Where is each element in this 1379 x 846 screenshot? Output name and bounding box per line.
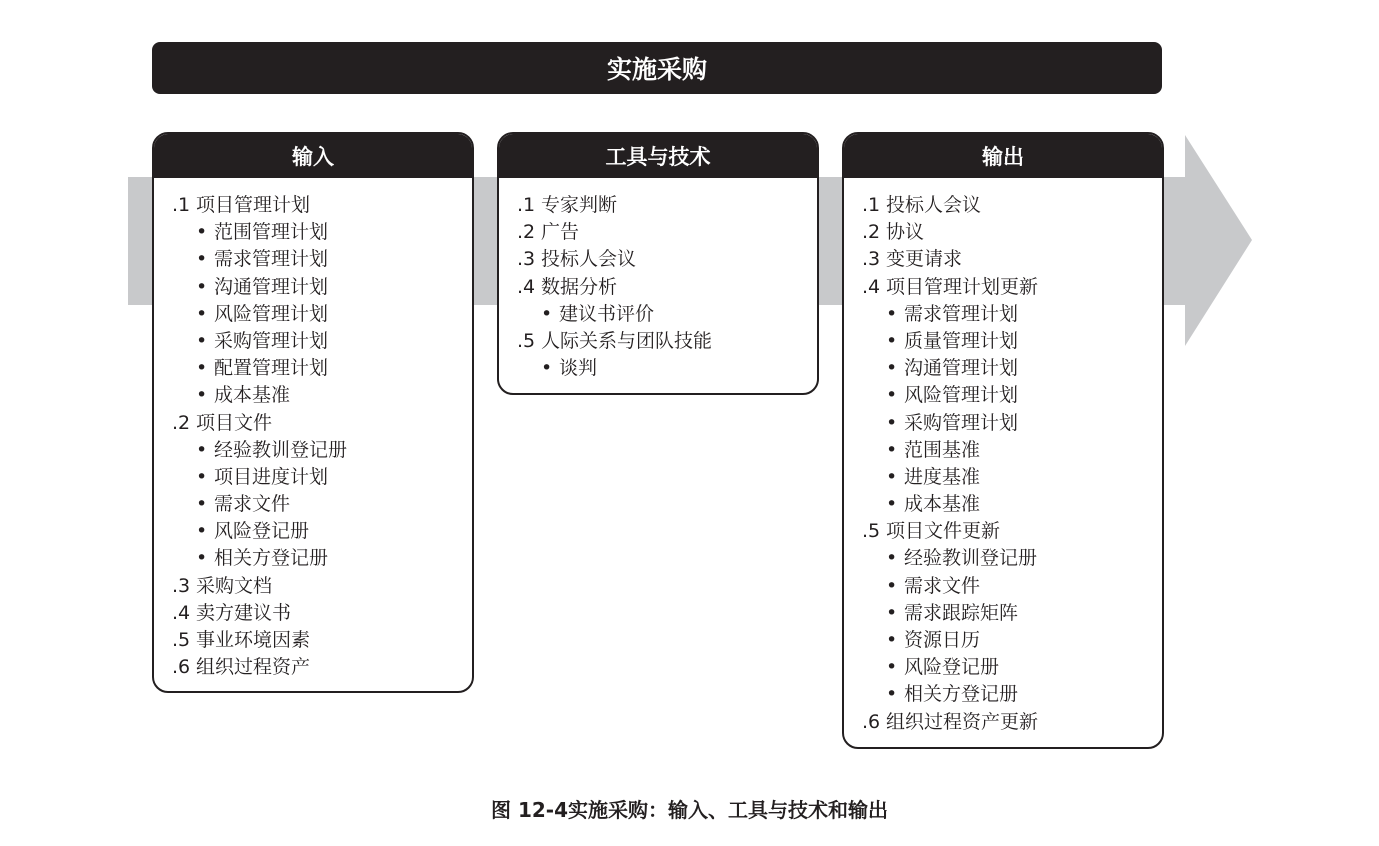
item-number: .2 — [172, 411, 191, 434]
sub-item-label: 资源日历 — [904, 629, 981, 651]
bullet-icon: • — [886, 384, 898, 407]
list-item — [172, 654, 472, 681]
column-header: 输入 — [154, 134, 472, 178]
bullet-icon: • — [196, 357, 208, 380]
sub-item — [172, 491, 472, 518]
bullet-icon: • — [196, 465, 208, 488]
sub-item-label: 需求跟踪矩阵 — [904, 601, 1019, 624]
item-number: .6 — [862, 710, 881, 733]
bullet-icon: • — [196, 520, 208, 543]
item-number: .5 — [517, 329, 536, 352]
item-label: 变更请求 — [886, 248, 963, 271]
list-item — [517, 219, 817, 246]
item-label: 采购文档 — [196, 574, 273, 597]
sub-item-label: 经验教训登记册 — [214, 438, 348, 461]
item-number: .4 — [172, 601, 191, 624]
list-item — [517, 328, 817, 355]
column-header: 工具与技术 — [499, 134, 817, 178]
item-label: 组织过程资产 — [196, 656, 311, 679]
sub-item — [862, 328, 1162, 355]
sub-item-label: 风险登记册 — [214, 520, 310, 543]
item-label: 项目文件 — [196, 411, 273, 434]
list-item — [517, 192, 817, 219]
sub-item — [862, 600, 1162, 627]
figure-caption: 图 12-4实施采购：输入、工具与技术和输出 — [490, 798, 888, 822]
sub-item — [862, 355, 1162, 382]
sub-item — [862, 464, 1162, 491]
bullet-icon: • — [196, 438, 208, 461]
item-label: 项目管理计划 — [196, 194, 311, 216]
item-number: .3 — [862, 248, 881, 271]
item-label: 广告 — [541, 221, 580, 244]
sub-item — [517, 355, 817, 382]
list-item — [172, 192, 472, 219]
item-number: .1 — [172, 194, 191, 216]
sub-item-label: 需求文件 — [214, 493, 291, 516]
sub-item-label: 建议书评价 — [559, 302, 655, 325]
list-item — [862, 518, 1162, 545]
bullet-icon: • — [196, 493, 208, 516]
sub-item — [862, 654, 1162, 681]
item-list — [844, 178, 1162, 736]
item-number: .2 — [517, 221, 536, 244]
sub-item — [517, 301, 817, 328]
item-label: 投标人会议 — [541, 248, 637, 271]
sub-item — [862, 437, 1162, 464]
bullet-icon: • — [886, 493, 898, 516]
item-number: .1 — [517, 194, 536, 216]
sub-item — [862, 681, 1162, 708]
bullet-icon: • — [886, 357, 898, 380]
sub-item — [862, 573, 1162, 600]
bullet-icon: • — [196, 248, 208, 271]
list-item — [862, 192, 1162, 219]
bullet-icon: • — [886, 574, 898, 597]
item-label: 组织过程资产更新 — [886, 710, 1039, 733]
sub-item-label: 成本基准 — [904, 493, 981, 516]
item-label: 事业环境因素 — [196, 629, 311, 651]
sub-item-label: 需求管理计划 — [904, 302, 1019, 325]
sub-item-label: 配置管理计划 — [214, 357, 329, 380]
sub-item — [172, 518, 472, 545]
sub-item-label: 沟通管理计划 — [214, 275, 329, 298]
column-header: 输出 — [844, 134, 1162, 178]
sub-item-label: 范围基准 — [904, 438, 981, 461]
sub-item-label: 项目进度计划 — [214, 465, 329, 488]
bullet-icon: • — [196, 221, 208, 244]
item-label: 卖方建议书 — [196, 601, 292, 624]
list-item — [517, 246, 817, 273]
list-item — [172, 627, 472, 654]
item-label: 数据分析 — [541, 275, 618, 298]
item-label: 协议 — [886, 221, 925, 244]
list-item — [172, 410, 472, 437]
item-number: .4 — [517, 275, 536, 298]
item-label: 项目文件更新 — [886, 520, 1001, 543]
sub-item — [862, 301, 1162, 328]
sub-item-label: 经验教训登记册 — [904, 547, 1038, 570]
list-item — [172, 600, 472, 627]
sub-item — [172, 246, 472, 273]
bullet-icon: • — [886, 683, 898, 706]
sub-item-label: 采购管理计划 — [904, 411, 1019, 434]
sub-item — [862, 382, 1162, 409]
sub-item-label: 谈判 — [559, 357, 598, 380]
sub-item-label: 采购管理计划 — [214, 329, 329, 352]
item-number: .4 — [862, 275, 881, 298]
bullet-icon: • — [196, 384, 208, 407]
item-label: 项目管理计划更新 — [886, 275, 1039, 298]
sub-item — [172, 545, 472, 572]
bullet-icon: • — [886, 656, 898, 679]
item-number: .3 — [172, 574, 191, 597]
list-item — [517, 274, 817, 301]
sub-item — [172, 437, 472, 464]
item-label: 投标人会议 — [886, 194, 982, 216]
item-label: 人际关系与团队技能 — [541, 329, 713, 352]
sub-item-label: 沟通管理计划 — [904, 357, 1019, 380]
item-number: .5 — [862, 520, 881, 543]
sub-item — [172, 219, 472, 246]
sub-item-label: 需求管理计划 — [214, 248, 329, 271]
sub-item-label: 相关方登记册 — [904, 683, 1019, 706]
item-number: .1 — [862, 194, 881, 216]
bullet-icon: • — [886, 411, 898, 434]
item-list — [154, 178, 472, 681]
list-item — [862, 274, 1162, 301]
item-list — [499, 178, 817, 382]
item-number: .5 — [172, 629, 191, 651]
bullet-icon: • — [886, 329, 898, 352]
sub-item — [862, 410, 1162, 437]
item-number: .6 — [172, 656, 191, 679]
list-item — [862, 219, 1162, 246]
inputs-box — [152, 132, 474, 693]
bullet-icon: • — [886, 465, 898, 488]
bullet-icon: • — [196, 547, 208, 570]
bullet-icon: • — [541, 357, 553, 380]
sub-item — [172, 301, 472, 328]
sub-item-label: 成本基准 — [214, 384, 291, 407]
tools-techniques-box — [497, 132, 819, 395]
bullet-icon: • — [886, 438, 898, 461]
bullet-icon: • — [886, 601, 898, 624]
item-number: .2 — [862, 221, 881, 244]
sub-item-label: 风险管理计划 — [904, 384, 1019, 407]
list-item — [172, 573, 472, 600]
sub-item-label: 相关方登记册 — [214, 547, 329, 570]
sub-item-label: 进度基准 — [904, 465, 981, 488]
sub-item — [862, 627, 1162, 654]
item-number: .3 — [517, 248, 536, 271]
outputs-box — [842, 132, 1164, 749]
sub-item — [172, 464, 472, 491]
sub-item-label: 质量管理计划 — [904, 329, 1019, 352]
bullet-icon: • — [886, 629, 898, 651]
sub-item — [172, 328, 472, 355]
bullet-icon: • — [196, 329, 208, 352]
sub-item — [172, 274, 472, 301]
bullet-icon: • — [886, 547, 898, 570]
sub-item-label: 范围管理计划 — [214, 221, 329, 244]
bullet-icon: • — [196, 302, 208, 325]
list-item — [862, 709, 1162, 736]
sub-item — [172, 382, 472, 409]
sub-item — [172, 355, 472, 382]
sub-item — [862, 491, 1162, 518]
sub-item-label: 需求文件 — [904, 574, 981, 597]
diagram-title: 实施采购 — [152, 42, 1162, 94]
bullet-icon: • — [886, 302, 898, 325]
bullet-icon: • — [541, 302, 553, 325]
bullet-icon: • — [196, 275, 208, 298]
sub-item-label: 风险登记册 — [904, 656, 1000, 679]
list-item — [862, 246, 1162, 273]
item-label: 专家判断 — [541, 194, 618, 216]
sub-item-label: 风险管理计划 — [214, 302, 329, 325]
sub-item — [862, 545, 1162, 572]
